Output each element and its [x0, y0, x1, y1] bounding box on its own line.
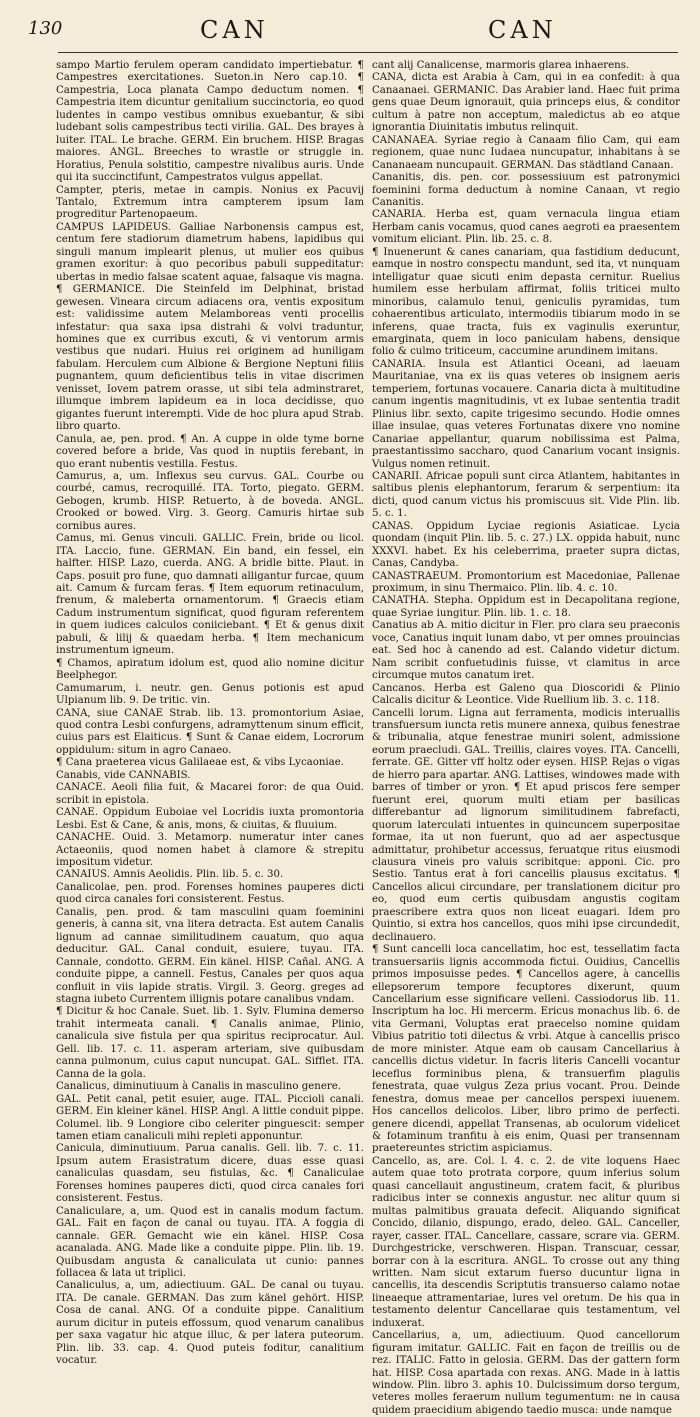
dictionary-entry: Campter, pteris, metae in campis. Nonius ex Pacuvij Tantalo, Extremum intra campterem ipsum Iam progreditur Partenopaeum.: [56, 184, 364, 221]
dictionary-entry: CANARIA. Herba est, quam vernacula lingua etiam Herbam canis vocamus, quod canes aegroti ea praesentem vomitum eliciant. Plin. lib. 25. c. 8.: [372, 209, 680, 246]
right-column: [372, 60, 680, 1416]
dictionary-entry: ¶ Chamos, apiratum idolum est, quod alio nomine dicitur Beelphegor.: [56, 657, 364, 682]
dictionary-entry: ¶ Cana praeterea vicus Galilaeae est, & vibs Lycaoniae.: [56, 757, 345, 769]
dictionary-entry: ¶ Sunt cancelli loca cancellatim, hoc est, tessellatim facta transuersariis lignis accommoda fictui. Ouidius, Cancellis primos imposuisse pedes. ¶ Cancellos agere, à cancellis ellepsorerum tempore fecuptores dixerunt, quum Cancellarium esse significare velleni. Cassiodorus lib. 11. Inscriptum ha loc. Hi mercerm. Ericus monachus lib. 6. de vita Germani, Voluptas erat praecelso nomine quidam Vibius patritio toti dilectus & vrbi. Atque à cancellis prisco de more minister. Atque eam ob causam Cancellarius à cancellis dictus videtur. In facris literis Cancelli vocantur leceflus forminibus plena, & transuerfim plagulis fenestrata, quae vulgus Zeza prius vocant. Prou. Deinde fenestra, domus meae per cancellos perspexi iuuenem. Hos cancellos delicolos. Liber, libro primo de perfecti. genere dicendi, appellat Transenas, ab oculorum videlicet & fotaminum tranfitu à eis enim, Quasi per transennam praetereuntes strictim aspiciamus.: [372, 944, 680, 1155]
dictionary-entry: ¶ Inuenerunt & canes canariam, qua fastidium deducunt, eamque in nostro conspectu mandunt, sed ita, vt nunquam intelligatur quae sicuti enim depasta cernitur. Ruelius humilem esse herbulam affirmat, foliis triticei multo minoribus, calamulo tenui, geniculis pyramidas, tum cohaerentibus articulato, intermodiis tibiarum modo in se inferens, quae tracta, fuis ex vaginulis exeruntur, emarginata, quem in loco paniculam habens, densique folio & culmo triticeum, caccumine arundinem imitans.: [372, 246, 680, 358]
dictionary-entry: Canalis, pen. prod. & tam masculini quam foeminini generis, à canna sit, vna litera detracta. Est autem Canalis lignum ad cannae similitudinem cauatum, quo aqua deducitur. GAL. Canal conduit, esuiere, tuyau. ITA. Cannale, condotto. GERM. Ein känel. HISP. Cañal. ANG. A conduite pippe, a cannell. Festus, Canales per quos aqua confluit in viis lapide stratis. Virgil. 3. Georg. greges ad stagna iubeto Currentem illignis potare canalibus vndam.: [56, 906, 364, 1005]
dictionary-entry: CANASTRAEUM. Promontorium est Macedoniae, Pallenae proximum, in sinu Thermaico. Plin. lib. 4. c. 10.: [372, 570, 680, 595]
dictionary-entry: Canalicus, diminutiuum à Canalis in masculino genere.: [56, 1081, 341, 1093]
dictionary-entry: CANA, siue CANAE Strab. lib. 13. promontorium Asiae, quod contra Lesbi confurgens, adramyttenum sinum efficit, cuius pars est Elaiticus. ¶ Sunt & Canae eidem, Locrorum oppidulum: situm in agro Canaeo.: [56, 707, 364, 756]
dictionary-entry: Cancanos. Herba est Galeno qua Dioscoridi & Plinio Calcalis dicitur & Leontice. Vide Ruellium lib. 3. c. 118.: [372, 682, 680, 707]
dictionary-entry: Canicula, diminutiuum. Parua canalis. Gell. lib. 7. c. 11. Ipsum autem Erasistratum dicere, duas esse quasi canaliculas quasdam, seu fistulas, &c. ¶ Canaliculae Forenses homines pauperes dicti, quod circa canales fori consisterent. Festus.: [56, 1143, 364, 1205]
dictionary-entry: Cananitis, dis. pen. cor. possessiuum est patronymici foeminini forma deductum à nomine Canaan, vt regio Cananitis.: [372, 172, 680, 208]
dictionary-entry: ¶ Dicitur & hoc Canale. Suet. lib. 1. Sylv. Flumina demerso trahit intermeata canali. ¶ Canalis animae, Plinio, canalicula sive fistula per qua spiritus reciprocatur. Aul. Gell. lib. 17. c. 11. asperam arteriam, sive quibusdam canna pulmonum, cuius caput nuncupat. GAL. Sifflet. ITA. Canna de la gola.: [56, 1006, 364, 1080]
dictionary-entry: Canalicolae, pen. prod. Forenses homines pauperes dicti quod circa canales fori consisterent. Festus.: [56, 881, 364, 906]
dictionary-entry: sampo Martio ferulem operam candidato impertiebatur. ¶ Campestres exercitationes. Sueton.in Nero cap.10. ¶ Campestria, Loca planata Campo deductum nomen. ¶ Campestria item dicuntur genitalium succinctoria, eo quod ludentes in campo vestibus omnibus exuebantur, & sibi ludebant solis campestribus tecti virilia. GAL. Des brayes à luiter. ITAL. Le brache. GERM. Ein bruchem. HISP. Bragas maiores. ANGL. Breeches to wrastle or struggle in. Horatius, Penula solstitio, campestre nivalibus auris. Unde qui ita succinctifunt, Campestratos vulgus appellat.: [56, 60, 364, 184]
running-head-right: CAN: [488, 16, 557, 44]
dictionary-entry: Cancellarius, a, um, adiectiuum. Quod cancellorum figuram imitatur. GALLIC. Fait en façon de treillis ou de rez. ITALIC. Fatto in gelosia. GERM. Das der gattern form hat. HISP. Cosa apartada con rexas. ANG. Made in à lattis window. Plin. libro 3. aphis 10. Dulcissimum dorso tergum, veteres molles feraerum nullum tegumentum: ne in causa quidem praecidium abigendo taedio musca: unde namque: [372, 1330, 680, 1416]
dictionary-entry: CANANAEA. Syriae regio à Canaam filio Cam, qui eam regionem, quae nunc Iudaea nuncupatur, inhabitans à se Cananaeam nuncupauit. GERMAN. Das städtland Canaan.: [372, 134, 680, 171]
dictionary-entry: Cancello, as, are. Col. l. 4. c. 2. de vite loquens Haec autem quae toto protrata corpore, quum inferius solum quasi cancellauit angustineum, cratem facit, & pluribus radicibus inter se connexis angustur. nec alitur quum si multas palmitibus grauata defecit. Aliquando significat Concido, dilanio, dispungo, erado, deleo. GAL. Canceller, rayer, casser. ITAL. Cancellare, cassare, scrare via. GERM. Durchgestricke, verschweren. Hispan. Transcuar, cessar, borrar con à la escritura. ANGL. To crosse out any thing written. Nam sicut extarum fuerso ducuntur ligna in cancellis, ita descendis Scriptutis transuerso calamo notae lineaeque attramentariae, lures vel oretum. De his qua in testamento delentur Cancellarae quis testamentum, vel induxerat.: [372, 1155, 680, 1329]
dictionary-entry: Canabis, vide CANNABIS.: [56, 769, 191, 781]
dictionary-entry: Camurus, a, um. Inflexus seu curvus. GAL. Courbe ou courbé, camus, recroquillé. ITA. Torto, piegato. GERM. Gebogen, krumb. HISP. Retuerto, à de boveda. ANGL. Crooked or bowed. Virg. 3. Georg. Camuris hirtae sub cornibus aures.: [56, 470, 364, 532]
dictionary-entry: Camumarum, i. neutr. gen. Genus potionis est apud Ulpianum lib. 9. De tritic. vin.: [56, 682, 364, 707]
dictionary-entry: Canaliculus, a, um, adiectiuum. GAL. De canal ou tuyau. ITA. De canale. GERMAN. Das zum känel gehört. HISP. Cosa de canal. ANG. Of a conduite pippe. Canalitium aurum dicitur in puteis effossum, quod venarum canalibus per saxa vagatur hic atque illuc, & per latera puteorum. Plin. lib. 33. cap. 4. Quod puteis foditur, canalitium vocatur.: [56, 1280, 364, 1367]
dictionary-entry: Canaliculare, a, um. Quod est in canalis modum factum. GAL. Fait en façon de canal ou tuyau. ITA. A foggia di cannale. GER. Gemacht wie ein känel. HISP. Cosa acanalada. ANG. Made like a conduite pippe. Plin. lib. 19. Quibusdam angusta & canaliculata ut cunio: pannes follacea & lata ut triplici.: [56, 1205, 364, 1279]
dictionary-entry: GAL. Petit canal, petit esuier, auge. ITAL. Piccioli canali. GERM. Ein kleiner känel. HISP. Angl. A little conduit pippe. Columel. lib. 9 Longiore cibo celeriter pinguescit: semper tamen etiam canaliculi mihi repleti apponuntur.: [56, 1093, 364, 1142]
dictionary-entry: CANAS. Oppidum Lyciae regionis Asiaticae. Lycia quondam (inquit Plin. lib. 5. c. 27.) LX. oppida habuit, nunc XXXVI. habet. Ex his celeberrima, praeter supra dictas, Canas, Candyba.: [372, 520, 680, 570]
dictionary-entry: CANAE. Oppidum Euboiae vel Locridis iuxta promontoria Lesbi. Est & Cane, & anis, mons, & ciuitas, & fluuium.: [56, 807, 364, 831]
running-head-left: CAN: [200, 16, 269, 44]
dictionary-entry: Camus, mi. Genus vinculi. GALLIC. Frein, bride ou licol. ITA. Laccio, fune. GERMAN. Ein band, ein fessel, ein halfter. HISP. Lazo, cuerda. ANG. A bridle bitte. Plaut. in Caps. posuit pro fune, quo damnati alligantur furcae, quum ait. Camum & furcam feras. ¶ Item equorum retinaculum, frenum, & maleberta ornamentorum. ¶ Graecis etiam Cadum instrumentum significat, quod figuram referentem in quem iudices calculos coniiciebant. ¶ Et & genus dixit pabuli, & lilij & quaedam herba. ¶ Item mechanicum instrumentum igneum.: [56, 533, 364, 657]
dictionary-entry: CANACE. Aeoli filia fuit, & Macarei foror: de qua Ouid. scribit in epistola.: [56, 782, 364, 806]
dictionary-entry: Canula, ae, pen. prod. ¶ An. A cuppe in olde tyme borne covered before a bride, Vas quod in nuptiis ferebant, in quo erant nubentis vestilla. Festus.: [56, 433, 364, 470]
dictionary-entry: CANACHE. Ouid. 3. Metamorp. numeratur inter canes Actaeoniis, quod nomen habet à clamore & strepitu impositum videtur.: [56, 832, 364, 868]
dictionary-entry: CANA, dicta est Arabia à Cam, qui in ea confedit: à qua Canaanaei. GERMANIC. Das Arabier land. Haec fuit prima gens quae Deum ignorauit, quia princeps eius, & conditor cultum à patre non acceptum, maledictus ab eo atque ignorantia Diuinitatis imbutus relinquit.: [372, 72, 680, 134]
dictionary-entry: CANARIA. Insula est Atlantici Oceani, ad laeuam Mauritaniae, vna ex iis quas veteres ob insignem aeris temperiem, fortunas vocauere. Canaria dicta à multitudine canum ingentis magnitudinis, vt ex Iubae sententia tradit Plinius libr. sexto, capite trigesimo secundo. Hodie omnes illae insulae, quas veteres Fortunatas dixere vno nomine Canariae appellantur, quarum nobilissima est Palma, praestantissimo saccharo, quod Canarium vocant insignis. Vulgus nomen retinuit.: [372, 358, 680, 470]
dictionary-entry: CANAIUS. Amnis Aeolidis. Plin. lib. 5. c. 30.: [56, 869, 284, 881]
page-number: 130: [28, 18, 63, 39]
left-column: [56, 60, 364, 1367]
dictionary-entry: CANATHA. Stepha. Oppidum est in Decapolitana regione, quae Syriae iungitur. Plin. lib. 1. c. 18.: [372, 595, 680, 619]
dictionary-entry: Canatius ab A. mitio dicitur in Fler. pro clara seu praeconis voce, Canatius inquit lunam dabo, vt per omnes prouincias eat. Sed hoc à canendo ad est. Calando videtur dictum. Nam scribit confuetudinis fuisse, vt clamitus in arce circumque mutos canatum iret.: [372, 620, 680, 682]
dictionary-entry: Cancelli lorum. Ligna aut ferramenta, modicis interuallis transfuersum iuncta retis munere annexa, quibus fenestrae & tribunalia, atque fenestrae muniri solent, admissione eorum praecludi. GAL. Treillis, claires voyes. ITA. Cancelli, ferrate. GE. Gitter vff holtz oder eysen. HISP. Rejas o vigas de hierro para apartar. ANG. Lattises, windowes made with barres of timber or yron. ¶ Et apud priscos fere semper fuerunt erei, quorum multi etiam per basilicas differebantur ad lignorum similitudinem fabrefacti, quorum laterculati intuentes in quincuncem superpositae formae, ita ut non fuerunt, quo ad aer aspectusque admittatur, prohibetur accessus, feruatque ritus eiusmodi clausura vineis pro valuis scribitque: apponi. Cic. pro Sestio. Tantus erat à fori cancellis plausus excitatus. ¶ Cancellos alicui circundare, per translationem dicitur pro eo, quod eum certis quibusdam angustis cogitam praescribere extra quos non liceat euagari. Idem pro Quintio, si extra hos cancellos, quos mihi ipse circundedit, declinauero.: [372, 707, 680, 943]
dictionary-entry: CAMPUS LAPIDEUS. Galliae Narbonensis campus est, centum fere stadiorum diametrum habens, lapidibus qui singuli manum implearit plenus, ut mulier eos quibus gramen exoritur: à quo pecoribus pabuli suppeditatur: ubertas in medio falsae scatent aquae, falsaque vis magna. ¶ GERMANICE. Die Steinfeld im Delphinat, bristad gewesen. Vineara circum adiacens ora, ventis expositum est: validissime autem Melamboreas venti procellis infestatur: qua saxa ipsa distrahi & volvi traduntur, homines que ex curribus excuti, & vi ventorum armis vestibus que nudari. Huius rei originem ad huniligam fabulam. Herculem cum Albione & Bergione Neptuni filiis pugnantem, quum deficientibus telis in vitae discrimen venisset, Iovem patrem orasse, ut sibi tela adminstraret, illumque imbrem lapideum ea in loca decidisse, quo gigantes fuerunt interempti. Vide de hoc plura apud Strab. libro quarto.: [56, 221, 364, 433]
dictionary-entry: CANARII. Africae populi sunt circa Atlantem, habitantes in saltibus plenis elephantorum, ferarum & serpentium: ita dicti, quod canum victus his promiscuus sit. Vide Plin. lib. 5. c. 1.: [372, 470, 680, 520]
header-rule: [58, 52, 678, 53]
dictionary-entry: cant alij Canalicense, marmoris glarea inhaerens.: [372, 60, 630, 71]
